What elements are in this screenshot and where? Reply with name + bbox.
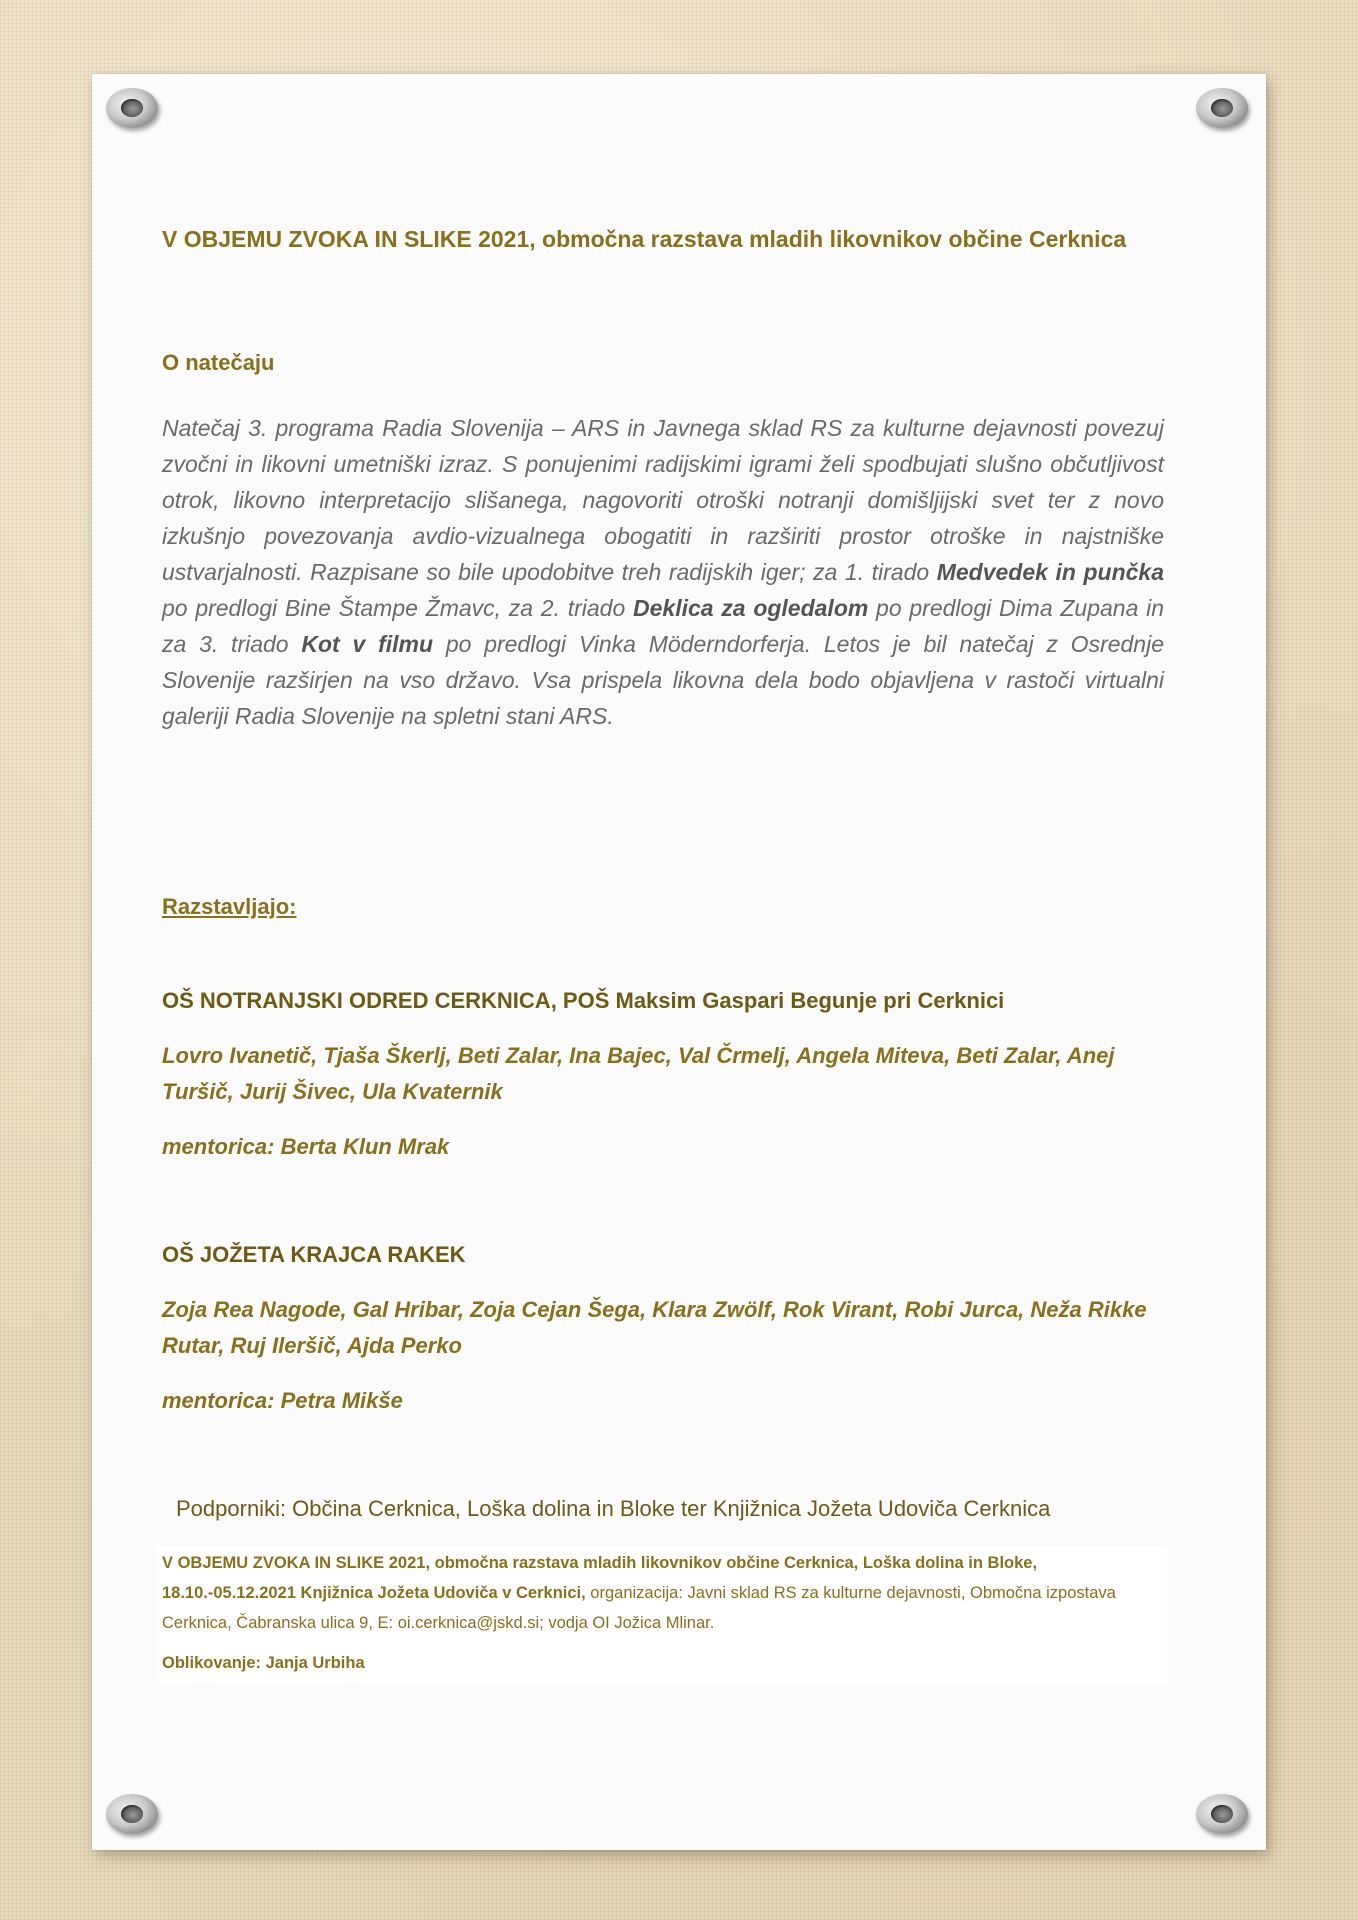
document-title: V OBJEMU ZVOKA IN SLIKE 2021, območna razstava mladih likovnikov občine Cerknica <box>162 226 1127 252</box>
footer-event-info: V OBJEMU ZVOKA IN SLIKE 2021, območna razstava mladih likovnikov občine Cerknica, Loška dolina in Bloke, 18.10.-05.12.2021 Knjižnica Jožeta Udoviča v Cerknici, <box>162 1554 1038 1602</box>
exhibitors-heading: Razstavljajo: <box>162 894 297 919</box>
grommet-top-left-icon <box>106 88 158 128</box>
school-name: OŠ NOTRANJSKI ODRED CERKNICA, POŠ Maksim Gaspari Begunje pri Cerknici <box>162 988 1005 1013</box>
grommet-bottom-left-icon <box>106 1794 158 1834</box>
footer-design-credit: Oblikovanje: Janja Urbiha <box>162 1654 365 1672</box>
student-list: Lovro Ivanetič, Tjaša Škerlj, Beti Zalar, Ina Bajec, Val Črmelj, Angela Miteva, Beti Zalar, Anej Turšič, Jurij Šivec, Ula Kvaternik <box>162 1043 1115 1104</box>
intro-text-3: po predlogi Dima Zupana in za 3. triado <box>162 595 1164 657</box>
work-title-2: Deklica za ogledalom <box>633 595 869 621</box>
footer-organizer-info: organizacija: Javni sklad RS za kulturne dejavnosti, Območna izpostava Cerknica, Čabranska ulica 9, E: oi.cerknica@jskd.si; vodja OI Jožica Mlinar. <box>162 1584 1116 1632</box>
school-name: OŠ JOŽETA KRAJCA RAKEK <box>162 1242 466 1267</box>
grommet-bottom-right-icon <box>1196 1794 1248 1834</box>
intro-text-2: po predlogi Bine Štampe Žmavc, za 2. triado <box>162 595 633 621</box>
section-title-about: O natečaju <box>162 350 275 375</box>
intro-paragraph <box>162 410 1164 734</box>
supporters-line: Podporniki: Občina Cerknica, Loška dolina in Bloke ter Knjižnica Jožeta Udoviča Cerknica <box>176 1496 1051 1521</box>
intro-text-4: po predlogi Vinka Möderndorferja. Letos je bil natečaj z Osrednje Slovenije razširjen na vso državo. Vsa prispela likovna dela bodo objavljena v rastoči virtualni galeriji Radia Slovenije na spletni stani ARS. <box>162 631 1164 729</box>
student-list: Zoja Rea Nagode, Gal Hribar, Zoja Cejan Šega, Klara Zwölf, Rok Virant, Robi Jurca, Neža Rikke Rutar, Ruj Ileršič, Ajda Perko <box>162 1297 1147 1358</box>
grommet-top-right-icon <box>1196 88 1248 128</box>
mentor-name: mentorica: Petra Mikše <box>162 1388 403 1413</box>
footer-info <box>162 1548 1162 1638</box>
work-title-1: Medvedek in punčka <box>936 559 1164 585</box>
work-title-3: Kot v filmu <box>301 631 434 657</box>
mentor-name: mentorica: Berta Klun Mrak <box>162 1134 450 1159</box>
intro-text-1: Natečaj 3. programa Radia Slovenija – ARS in Javnega sklad RS za kulturne dejavnosti povezuj zvočni in likovni umetniški izraz. S ponujenimi radijskimi igrami želi spodbujati slušno občutljivost otrok, likovno interpretacijo slišanega, nagovoriti otroški notranji domišljijski svet ter z novo izkušnjo povezovanja avdio-vizualnega obogatiti in razširiti prostor otroške in najstniške ustvarjalnosti. Razpisane so bile upodobitve treh radijskih iger; za 1. tirado <box>162 415 1164 585</box>
